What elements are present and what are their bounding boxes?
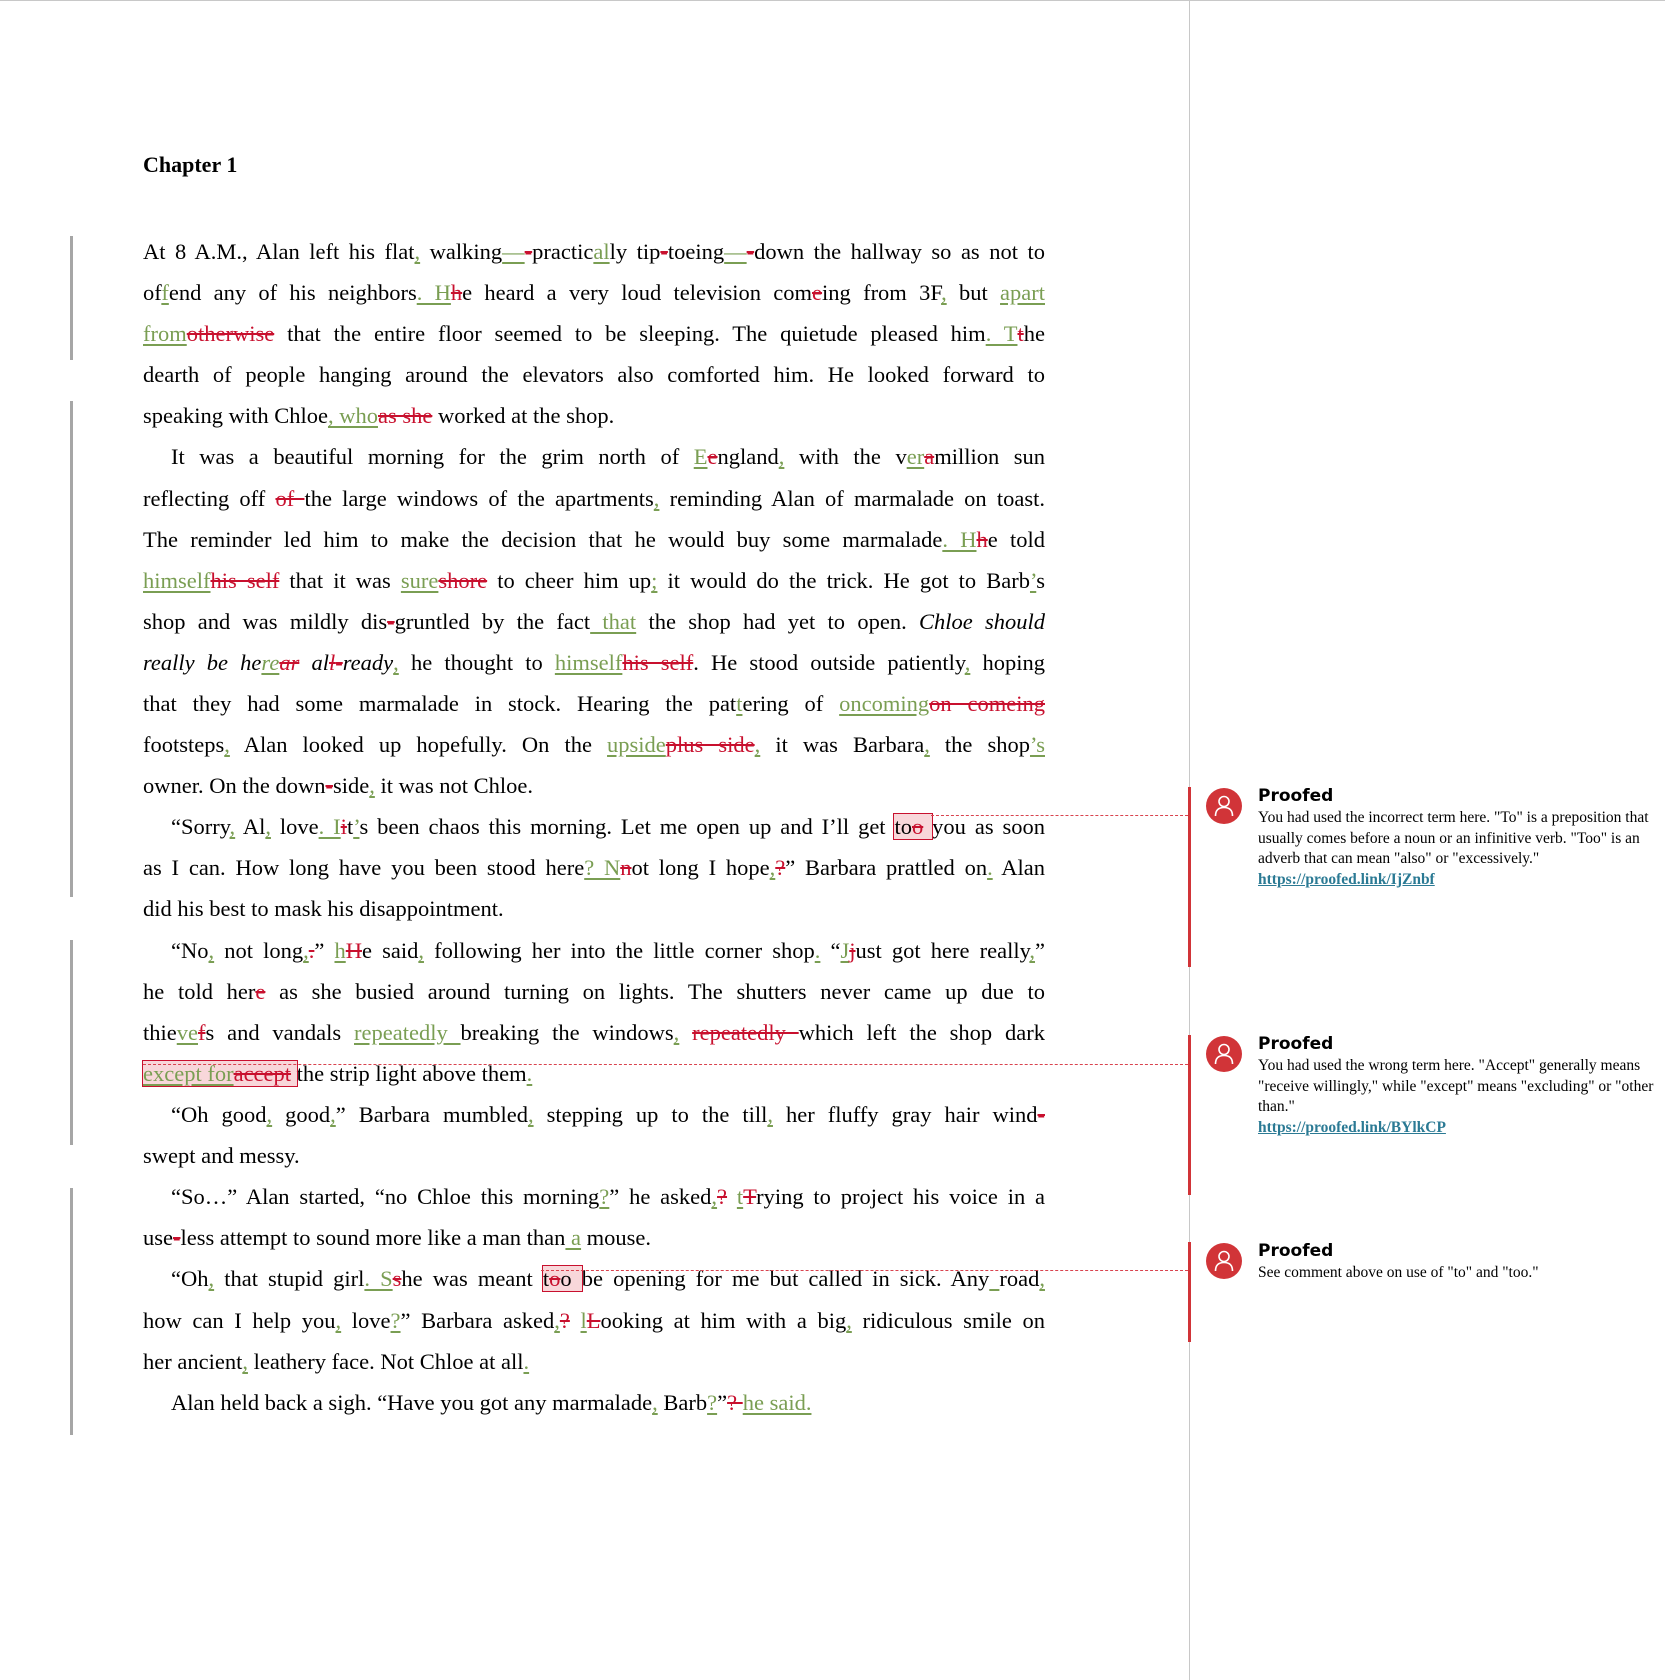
text-run: not long — [214, 938, 304, 963]
deletion[interactable]: otherwise — [186, 321, 275, 346]
text-run: “Oh good — [171, 1102, 267, 1127]
deletion[interactable]: h — [976, 527, 988, 552]
text-run: “ — [820, 938, 841, 963]
text-run: practic — [532, 239, 594, 264]
text-run: hoping — [970, 650, 1045, 675]
text-run — [570, 1308, 581, 1333]
text-run: good — [272, 1102, 331, 1127]
text-line[interactable] — [143, 478, 1045, 519]
text-run: s — [1036, 568, 1046, 593]
comment-text: You had used the wrong term here. "Accept" generally means "receive willingly," while "except" means "excluding" or "other than." — [1258, 1057, 1654, 1115]
text-run: of — [143, 280, 162, 305]
comment-accent-bar — [1188, 1035, 1191, 1195]
text-run: the shop had yet to open. — [636, 609, 919, 634]
text-run: dearth of people hanging around the elevators also comforted him. He looked forward to — [143, 362, 1045, 387]
text-run: . He stood outside patiently — [693, 650, 965, 675]
insertion[interactable]: , — [414, 239, 421, 264]
insertion[interactable]: , — [527, 1102, 534, 1127]
deletion[interactable]: as she — [377, 403, 433, 428]
insertion[interactable]: , — [242, 1349, 248, 1374]
insertion[interactable]: , — [393, 650, 399, 675]
insertion[interactable]: , — [711, 1184, 718, 1209]
text-run: o — [560, 1266, 582, 1291]
text-run: following her into the little corner shop — [423, 938, 815, 963]
insertion[interactable]: except for — [143, 1061, 234, 1086]
insertion[interactable]: , — [335, 1308, 342, 1333]
text-run: did his best to mask his disappointment. — [143, 896, 504, 921]
italic-text: really be he — [143, 650, 262, 675]
text-run: as I can. How long have you been stood here — [143, 855, 585, 880]
italic-text: ready — [342, 650, 394, 675]
comment-body — [1258, 1263, 1658, 1284]
insertion[interactable]: , — [266, 1102, 273, 1127]
insertion[interactable]: , — [229, 814, 236, 839]
text-line[interactable] — [143, 683, 1045, 724]
text-run: thie — [143, 1020, 177, 1045]
deletion[interactable]: ? — [727, 1390, 743, 1415]
text-run: e heard a very loud television com — [462, 280, 813, 305]
deletion[interactable]: o — [912, 814, 924, 839]
insertion[interactable]: , — [653, 486, 660, 511]
insertion[interactable]: himself — [554, 650, 623, 675]
comment-anchor-line — [931, 815, 1188, 816]
deletion[interactable]: - — [746, 239, 755, 264]
text-run: “Sorry — [171, 814, 230, 839]
text-run: ” Barbara prattled on — [785, 855, 988, 880]
text-run: he told her — [143, 979, 256, 1004]
insertion[interactable]: er — [906, 444, 925, 469]
text-run: speaking with Chloe — [143, 403, 328, 428]
text-line[interactable] — [143, 1053, 1045, 1094]
text-run: the shop — [929, 732, 1030, 757]
comment-body — [1258, 808, 1658, 890]
insertion[interactable]: sure — [400, 568, 439, 593]
insertion[interactable]: ? — [390, 1308, 401, 1333]
insertion[interactable]: . H — [416, 280, 451, 305]
text-run: t — [346, 814, 354, 839]
text-run: Alan — [992, 855, 1045, 880]
change-bar — [70, 236, 73, 360]
deletion[interactable]: - — [325, 773, 333, 798]
deletion[interactable]: t — [1017, 321, 1024, 346]
text-run: ” Barbara asked — [400, 1308, 555, 1333]
deletion[interactable]: o — [549, 1266, 561, 1291]
text-line[interactable] — [143, 806, 1045, 847]
insertion[interactable]: apart — [1000, 280, 1045, 305]
text-run: to cheer him up — [487, 568, 652, 593]
text-run: ” — [1035, 938, 1045, 963]
deletion[interactable]: f — [198, 1020, 206, 1045]
text-run: Barb — [657, 1390, 708, 1415]
text-run: leathery face. Not Chloe at all — [247, 1349, 524, 1374]
deletion[interactable]: - — [660, 239, 668, 264]
text-run: he thought to — [398, 650, 555, 675]
text-run: ngland — [717, 444, 779, 469]
text-line[interactable] — [143, 436, 1045, 477]
text-run: footsteps — [143, 732, 225, 757]
text-run: the large windows of the apartments — [304, 486, 654, 511]
change-bar — [70, 401, 73, 897]
text-run: ot long I hope — [631, 855, 770, 880]
insertion[interactable]: . I — [318, 814, 341, 839]
text-run: Alan looked up hopefully. On the — [229, 732, 608, 757]
insertion[interactable]: , — [224, 732, 230, 757]
comment-author: Proofed — [1258, 1034, 1334, 1054]
comment-anchor-line — [143, 1064, 1188, 1065]
insertion[interactable]: . H — [942, 527, 977, 552]
deletion[interactable]: i — [340, 814, 347, 839]
text-line[interactable] — [143, 1217, 1045, 1258]
text-run: how can I help you — [143, 1308, 336, 1333]
text-run: The reminder led him to make the decision that he would buy some marmalade — [143, 527, 943, 552]
deletion[interactable]: H — [345, 938, 362, 963]
text-line[interactable] — [143, 724, 1045, 765]
text-run: he — [1023, 321, 1045, 346]
deletion[interactable]: - — [335, 650, 343, 675]
deletion[interactable]: ? — [559, 1308, 570, 1333]
text-run: e said — [361, 938, 419, 963]
insertion[interactable]: , — [767, 1102, 773, 1127]
insertion[interactable]: ? — [707, 1390, 718, 1415]
deletion[interactable]: his self — [210, 568, 280, 593]
text-run: to — [894, 814, 912, 839]
deletion[interactable]: - — [173, 1225, 181, 1250]
comment-link[interactable]: https://proofed.link/IjZnbf — [1258, 870, 1435, 888]
insertion[interactable]: upside — [607, 732, 666, 757]
chapter-heading: Chapter 1 — [143, 152, 238, 177]
italic-text: Chloe should — [918, 609, 1045, 634]
text-run: shop and was mildly dis — [143, 609, 388, 634]
text-run: reflecting off — [143, 486, 276, 511]
insertion[interactable]: ’ — [353, 814, 360, 839]
insertion[interactable]: , — [652, 1390, 658, 1415]
text-run: s been chaos this morning. Let me open up and I’ll get — [359, 814, 895, 839]
insertion[interactable]: , — [330, 1102, 336, 1127]
text-run: use — [143, 1225, 173, 1250]
insertion[interactable]: E — [693, 444, 708, 469]
text-line[interactable] — [143, 313, 1045, 354]
text-run: ” — [314, 938, 335, 963]
text-run: less attempt to sound more like a man than — [180, 1225, 566, 1250]
text-line[interactable] — [143, 847, 1045, 888]
text-run: “So…” Alan started, “no Chloe this morning — [171, 1184, 600, 1209]
text-run: ing from 3F — [822, 280, 942, 305]
comment-accent-bar — [1188, 787, 1191, 967]
deletion[interactable]: . — [308, 938, 315, 963]
text-run: end any of his neighbors — [168, 280, 417, 305]
insertion[interactable]: ? — [599, 1184, 610, 1209]
text-run: breaking the windows — [460, 1020, 674, 1045]
deletion[interactable]: j — [849, 938, 856, 963]
deletion[interactable]: on comeing — [929, 691, 1045, 716]
deletion[interactable]: T — [743, 1184, 757, 1209]
text-run: owner. On the down — [143, 773, 326, 798]
text-run: it was Barbara — [760, 732, 925, 757]
comment-anchor-line — [541, 1270, 1188, 1271]
text-run: road — [999, 1266, 1040, 1291]
text-run: that they had some marmalade in stock. Hearing the pat — [143, 691, 737, 716]
user-avatar-icon — [1206, 788, 1242, 824]
change-bar — [70, 940, 73, 1145]
text-line[interactable] — [143, 1258, 1045, 1299]
text-run: gruntled by the fact — [394, 609, 591, 634]
text-run: but — [946, 280, 1001, 305]
text-run: ridiculous smile on — [851, 1308, 1045, 1333]
comment-author: Proofed — [1258, 786, 1334, 806]
text-run: ly tip — [609, 239, 661, 264]
insertion[interactable]: from — [143, 321, 187, 346]
text-run: that the entire floor seemed to be sleeping. The quietude pleased him — [274, 321, 986, 346]
text-run: Al — [235, 814, 266, 839]
text-run: “No — [171, 938, 209, 963]
text-line[interactable] — [143, 1012, 1045, 1053]
text-run: million sun — [934, 444, 1045, 469]
text-line[interactable] — [143, 1094, 1045, 1135]
comment-link[interactable]: https://proofed.link/BYlkCP — [1258, 1118, 1446, 1136]
text-line[interactable] — [143, 1135, 1045, 1176]
text-run: ering of — [742, 691, 840, 716]
text-run: swept and messy. — [143, 1143, 300, 1168]
text-line[interactable] — [143, 971, 1045, 1012]
text-line[interactable] — [143, 395, 1045, 436]
deletion[interactable]: s — [392, 1266, 402, 1291]
text-run: which left the shop dark — [798, 1020, 1045, 1045]
text-run: as she busied around turning on lights. The shutters never came up due to — [265, 979, 1045, 1004]
deletion[interactable]: his self — [622, 650, 694, 675]
comment-highlight[interactable] — [894, 814, 932, 839]
deletion[interactable]: a — [924, 444, 935, 469]
insertion[interactable]: — — [724, 239, 747, 264]
text-run: her ancient — [143, 1349, 243, 1374]
text-line[interactable] — [143, 930, 1045, 971]
text-run: At 8 A.M., Alan left his flat — [143, 239, 415, 264]
user-avatar-icon — [1206, 1243, 1242, 1279]
insertion[interactable]: , — [208, 938, 215, 963]
text-line[interactable] — [143, 231, 1045, 272]
text-run: it would do the trick. He got to Barb — [657, 568, 1030, 593]
user-avatar-icon — [1206, 1036, 1242, 1072]
text-run — [923, 814, 932, 839]
insertion[interactable]: , — [418, 938, 424, 963]
insertion[interactable]: J — [840, 938, 850, 963]
insertion[interactable]: , — [554, 1308, 560, 1333]
text-run: t — [542, 1266, 550, 1291]
deletion[interactable]: repeatedly — [692, 1020, 799, 1045]
insertion[interactable]: , — [208, 1266, 215, 1291]
insertion[interactable]: re — [261, 650, 280, 675]
text-run: walking — [420, 239, 503, 264]
insertion[interactable]: , — [846, 1308, 852, 1333]
text-line[interactable] — [143, 765, 1045, 806]
italic-text: al — [299, 650, 329, 675]
text-run: with the v — [784, 444, 907, 469]
text-run: toeing — [667, 239, 725, 264]
text-run: ” Barbara mumbled — [335, 1102, 528, 1127]
insertion[interactable]: t — [736, 691, 743, 716]
change-bar — [70, 1188, 73, 1435]
text-run: he was meant — [401, 1266, 543, 1291]
insertion[interactable]: , — [769, 855, 776, 880]
insertion[interactable]: , — [778, 444, 785, 469]
comment-body — [1258, 1056, 1658, 1138]
insertion[interactable]: . T — [985, 321, 1018, 346]
deletion[interactable]: e — [707, 444, 718, 469]
text-run: ooking at him with a big — [600, 1308, 847, 1333]
insertion[interactable]: f — [161, 280, 169, 305]
deletion[interactable]: l — [329, 650, 336, 675]
text-run: ” — [717, 1390, 728, 1415]
insertion[interactable]: he said. — [742, 1390, 812, 1415]
insertion[interactable]: oncoming — [839, 691, 930, 716]
text-run: love — [341, 1308, 391, 1333]
insertion[interactable]: ’s — [1029, 732, 1045, 757]
insertion[interactable]: , who — [327, 403, 378, 428]
comment-text: See comment above on use of "to" and "too." — [1258, 1264, 1539, 1281]
text-run: side — [332, 773, 370, 798]
text-line[interactable] — [143, 560, 1045, 601]
text-run: be opening for me but called in sick. Any — [581, 1266, 990, 1291]
deletion[interactable]: n — [620, 855, 632, 880]
insertion[interactable]: . — [526, 1061, 533, 1086]
text-run: love — [270, 814, 319, 839]
insertion[interactable]: ve — [176, 1020, 198, 1045]
deletion[interactable]: L — [586, 1308, 601, 1333]
text-line[interactable] — [143, 888, 1045, 929]
text-run: worked at the shop. — [432, 403, 615, 428]
text-line[interactable] — [143, 519, 1045, 560]
text-run: Alan held back a sigh. “Have you got any marmalade — [171, 1390, 653, 1415]
text-run: ” he asked — [609, 1184, 712, 1209]
insertion[interactable]: . — [987, 855, 993, 880]
insertion[interactable]: , — [1029, 938, 1035, 963]
text-run: down the hallway so as not to — [754, 239, 1045, 264]
insertion[interactable]: that — [590, 609, 637, 634]
text-run: ust got here really — [855, 938, 1030, 963]
insertion[interactable]: , — [941, 280, 947, 305]
deletion[interactable]: e — [255, 979, 266, 1004]
insertion[interactable]: ’ — [1029, 568, 1037, 593]
insertion[interactable]: , — [964, 650, 971, 675]
text-run: s and vandals — [205, 1020, 354, 1045]
text-run: “Oh — [171, 1266, 209, 1291]
insertion[interactable]: ; — [651, 568, 658, 593]
insertion[interactable]: . — [814, 938, 821, 963]
text-run: that stupid girl — [214, 1266, 365, 1291]
insertion[interactable]: himself — [143, 568, 211, 593]
insertion[interactable]: , — [265, 814, 271, 839]
text-run — [679, 1020, 692, 1045]
deletion[interactable]: h — [450, 280, 463, 305]
deletion[interactable]: shore — [438, 568, 488, 593]
text-line[interactable] — [143, 1341, 1045, 1382]
insertion[interactable]: , — [369, 773, 375, 798]
text-run — [727, 1184, 737, 1209]
insertion[interactable]: al — [593, 239, 610, 264]
insertion[interactable]: , — [1039, 1266, 1045, 1291]
insertion[interactable]: ? N — [584, 855, 621, 880]
text-run: her fluffy gray hair wind — [772, 1102, 1038, 1127]
comment-author: Proofed — [1258, 1241, 1334, 1261]
deletion[interactable]: ? — [717, 1184, 728, 1209]
deletion[interactable]: e — [812, 280, 823, 305]
text-run: e told — [987, 527, 1045, 552]
text-line[interactable] — [143, 1382, 1045, 1423]
insertion[interactable]: , — [303, 938, 309, 963]
text-line[interactable] — [143, 1300, 1045, 1341]
insertion[interactable]: . — [523, 1349, 530, 1374]
text-run: you as soon — [932, 814, 1046, 839]
text-run: mouse. — [581, 1225, 652, 1250]
text-line[interactable] — [143, 601, 1045, 642]
insertion[interactable]: a — [565, 1225, 582, 1250]
text-run: rying to project his voice in a — [756, 1184, 1046, 1209]
insertion[interactable]: — — [502, 239, 525, 264]
comment-text: You had used the incorrect term here. "To" is a preposition that usually comes before a noun or an infinitive verb. "Too" is an adverb that can mean "also" or "excessively." — [1258, 809, 1649, 867]
text-run: reminding Alan of marmalade on toast. — [659, 486, 1045, 511]
insertion[interactable]: h — [334, 938, 346, 963]
insertion[interactable]: . S — [364, 1266, 393, 1291]
deletion[interactable]: - — [524, 239, 533, 264]
text-line[interactable] — [143, 272, 1045, 313]
text-run: the strip light above them — [296, 1061, 527, 1086]
text-run: that it was — [279, 568, 401, 593]
insertion[interactable]: , — [924, 732, 930, 757]
deletion[interactable]: - — [1037, 1102, 1045, 1127]
deletion[interactable]: plus side — [665, 732, 755, 757]
deletion[interactable]: ? — [775, 855, 786, 880]
insertion[interactable]: l — [580, 1308, 587, 1333]
deletion[interactable]: ar — [279, 650, 300, 675]
insertion[interactable]: t — [736, 1184, 744, 1209]
text-run: It was a beautiful morning for the grim north of — [171, 444, 694, 469]
text-run: stepping up to the till — [533, 1102, 768, 1127]
text-run: it was not Chloe. — [374, 773, 533, 798]
text-line[interactable] — [143, 354, 1045, 395]
text-line[interactable] — [143, 1176, 1045, 1217]
insertion[interactable]: , — [754, 732, 761, 757]
deletion[interactable]: accept — [233, 1061, 292, 1086]
insertion[interactable]: repeatedly — [354, 1020, 461, 1045]
deletion[interactable]: - — [387, 609, 395, 634]
comment-accent-bar — [1188, 1242, 1191, 1342]
deletion[interactable]: of — [275, 486, 305, 511]
insertion[interactable]: , — [673, 1020, 680, 1045]
text-line[interactable] — [143, 642, 1045, 683]
